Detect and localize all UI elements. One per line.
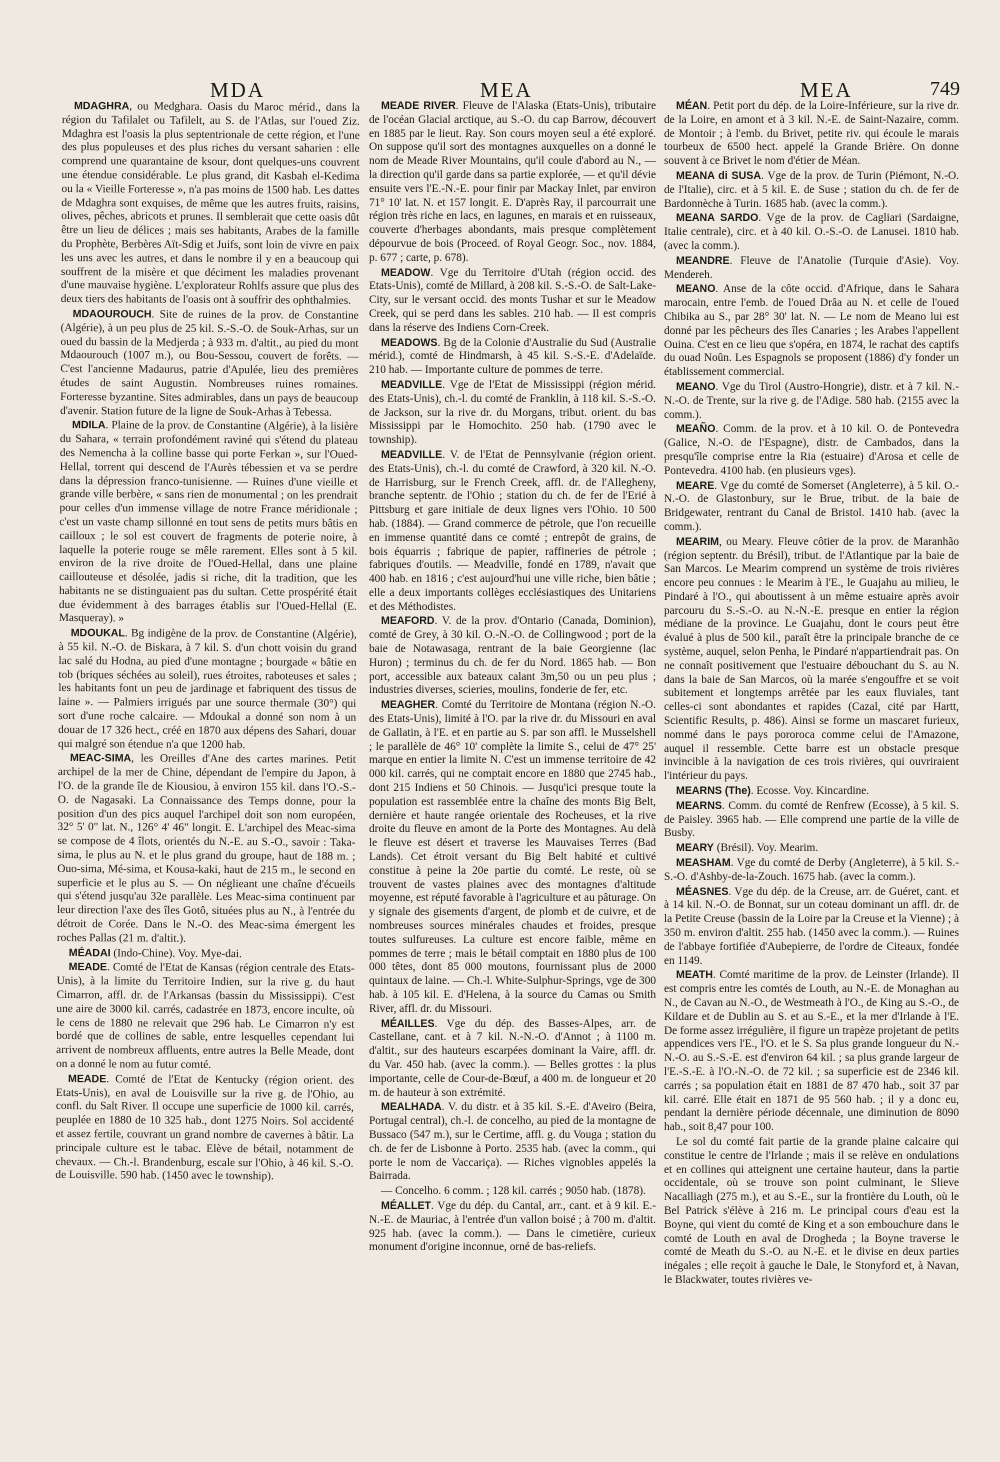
entry-text: . Vge du comté de Somerset (Angleterre), à 5 kil. O.-N.-O. de Glastonbury, sur le Brue, tribut. de la baie de Bridgewater, rentrant du Canal de Bristol. 1410 hab. (avec la comm.). <box>664 479 959 533</box>
entry-headword: MDAGHRA <box>73 100 130 113</box>
dictionary-entry <box>369 1101 656 1184</box>
dictionary-entry <box>369 449 656 615</box>
entry-headword: MÉAN <box>676 100 708 112</box>
entry-text: . Fleuve de l'Anatolie (Turquie d'Asie). Voy. Mendereh. <box>664 254 959 281</box>
entry-text: . V. du distr. et à 35 kil. S.-E. d'Aveiro (Beira, Portugal central), ch.-l. de concelho, au pied de la montagne de Bussaco (547 m.), sur le Certime, affl. g. du Vouga ; station du ch. de fer de Lisbonne à Porto. 2535 hab. (avec la comm., qui porte le nom de Vaccariça). — Riches vignobles appelés la Bairrada. <box>369 1101 656 1183</box>
entry-headword: MÉASNES <box>676 885 729 898</box>
entry-text: . Anse de la côte occid. d'Afrique, dans le Sahara marocain, entre l'emb. de l'oued Drâa au N. et celle de l'oued Chibika au S., par 28° 30' lat. N. — Le nom de Meano lui est donné par les pêcheurs des îles Canaries ; les Arabes l'appellent Ouina. C'est en ce lieu que s'opéra, en 1874, le rachat des captifs du ouad Noûn. Les Espagnols se proposent (1886) d'y fonder un établissement commercial. <box>664 283 959 379</box>
entry-headword: MEADE <box>68 961 108 974</box>
entry-text: . Site de ruines de la prov. de Constantine (Algérie), à un peu plus de 25 kil. S.-S.-O. de Souk-Arhas, sur un oued du bassin de la Medjerda ; à 933 m. d'altit., au pied du mont Mdaourouch (1007 m.), ou Bou-Sessou, couvert de forêts. — C'est l'ancienne Madaurus, patrie d'Apulée, lieu des premières études de saint Augustin. Nombreuses ruines romaines. Forteresse byzantine. Sites admirables, dans un pays de beaucoup d'avenir. Station future de la ligne de Souk-Arhas à Tebessa. <box>60 308 359 419</box>
entry-text: . Petit port du dép. de la Loire-Inférieure, sur la rive dr. de la Loire, en amont et à 3 kil. N.-E. de Saint-Nazaire, comm. de Montoir ; à l'emb. du Brivet, petite riv. qui écoule le marais tourbeux de 6500 hect. appelé la Grande Brière. On donne souvent à ce Brivet le nom d'étier de Méan. <box>664 100 959 168</box>
entry-text: . Comm. du comté de Renfrew (Ecosse), à 5 kil. S. de Paisley. 3965 hab. — Elle comprend une partie de la ville de Busby. <box>664 799 959 840</box>
dictionary-entry <box>369 1200 656 1255</box>
entry-headword: MEASHAM <box>676 857 731 870</box>
dictionary-entry <box>59 419 358 628</box>
entry-headword: MÉALLET <box>381 1199 432 1212</box>
entry-headword: MEADVILLE <box>381 378 443 391</box>
running-head-right: MEA <box>800 78 853 102</box>
dictionary-entry <box>664 536 959 784</box>
dictionary-entry <box>61 100 360 309</box>
page-number: 749 <box>930 78 960 100</box>
entry-text: . Vge du comté de Derby (Angleterre), à 5 kil. S.-S.-O. d'Ashby-de-la-Zouch. 1675 hab. (avec la comm.). <box>664 857 959 883</box>
entry-text: . Bg indigène de la prov. de Constantine (Algérie), à 55 kil. N.-O. de Biskara, à 7 kil. S. d'un chott voisin du grand lac salé du Hodna, au pied d'une montagne ; bourgade « bâtie en tob (briques séchées au soleil), rues étroites, raboteuses et sales ; les habitants font un peu de jardinage et fabriquent des tissus de laine ». — Palmiers irrigués par une source thermale (30°) qui sort d'une roche calcaire. — Mdoukal a donné son nom à un douar de 17 326 hect., créé en 1870 aux dépens des Sahari, douar qui malgré son étendue n'a que 1200 hab. <box>58 627 357 751</box>
dictionary-entry <box>664 886 959 969</box>
entry-text: . Vge du Tirol (Austro-Hongrie), distr. et à 7 kil. N.-N.-O. de Trente, sur la rive g. de l'Adige. 580 hab. (2155 avec la comm.). <box>664 380 959 421</box>
entry-headword: MEAFORD <box>381 615 435 628</box>
dictionary-entry <box>58 627 357 753</box>
entry-text: . Vge du dép. du Cantal, arr., cant. et à 9 kil. E.-N.-E. de Mauriac, à l'entrée d'un vallon boisé ; à 700 m. d'altit. 925 hab. (avec la comm.). — Dans le cimetière, curieux monument d'origine inconnue, orné de bas-reliefs. <box>369 1199 656 1254</box>
entry-headword: MEAGHER <box>381 699 436 712</box>
dictionary-entry <box>57 752 356 947</box>
dictionary-entry <box>369 379 656 448</box>
dictionary-entry <box>664 381 959 422</box>
entry-text: . Ecosse. Voy. Kincardine. <box>750 785 870 798</box>
entry-text: . Fleuve de l'Alaska (Etats-Unis), tributaire de l'océan Glacial arctique, au S.-O. du cap Barrow, découvert en 1885 par le lieut. Ray. Son cours moyen seul a été exploré. On suppose qu'il sort des montagnes auxquelles on a donné le nom de Meade River Mountains, qu'il coule d'abord au N., — la direction qu'il garde dans sa partie explorée, — et qu'il dévie ensuite vers l'E.-N.-E. pour finir par Mackay Inlet, par environ 71° 10' lat. N. et 157 longit. E. D'après Ray, il parcourrait une région très riche en lacs, en lagunes, en marais et en ruisseaux, couverte d'herbages abondants, mais presque complètement dépourvue de bois (Proceed. of Royal Geogr. Soc., nov. 1884, p. 677 ; carte, p. 678). <box>369 100 657 264</box>
entry-text: . Comm. de la prov. et à 10 kil. O. de Pontevedra (Galice, N.-O. de l'Espagne), distr. de Cambados, dans la presqu'île comprise entre la Ria (estuaire) d'Arosa et celle de Pontevedra. 4100 hab. (en plusieurs vges). <box>664 423 959 477</box>
dictionary-entry <box>664 212 959 253</box>
entry-text: . Vge du Territoire d'Utah (région occid. des Etats-Unis), comté de Millard, à 208 kil. S.-S.-O. de Salt-Lake-City, sur le versant occid. des monts Tushar et sur le Meadow Creek, qui se perd dans les sables. 210 hab. — Il est compris dans la réserve des Indiens Corn-Creek. <box>369 266 656 334</box>
entry-text: . V. de la prov. d'Ontario (Canada, Dominion), comté de Grey, à 30 kil. O.-N.-O. de Collingwood ; port de la baie de Notawasaga, rentrant de la baie Georgienne (lac Huron) ; terminus du ch. de fer du Nord. 1865 hab. — Bon port, accessible aux bateaux calant 3m,50 ou un peu plus ; industries diverses, scieries, moulins, fonderie de fer, etc. <box>369 615 656 697</box>
column-3 <box>664 100 959 1289</box>
entry-text: (Indo-Chine). Voy. Mye-dai. <box>110 946 242 960</box>
running-head-left: MDA <box>210 78 266 102</box>
entry-text: . V. de l'Etat de Pennsylvanie (région orient. des Etats-Unis), ch.-l. du comté de Crawford, à 320 kil. N.-O. de Harrisburg, sur le French Creek, affl. dr. de l'Allegheny, branche septentr. de l'Ohio ; station du ch. de fer de l'Erié à Pittsburg et gare initiale de deux lignes vers l'Ohio. 10 500 hab. (1884). — Grand commerce de pétrole, que l'on recueille en immense quantité dans ce comté ; entrepôt de grains, de bois équarris ; fabrique de papier, raffineries de pétrole ; fabriques d'outils. — Meadville, fondé en 1789, n'avait que 400 hab. en 1816 ; c'est aujourd'hui une ville riche, bien bâtie ; elle a deux importants collèges ecclésiastiques des Unitariens et des Méthodistes. <box>369 448 656 613</box>
entry-headword: MEATH <box>676 969 713 982</box>
dictionary-entry <box>664 1136 959 1288</box>
dictionary-entry <box>57 947 355 963</box>
entry-headword: MEARNS <box>676 799 722 812</box>
dictionary-entry <box>664 785 959 799</box>
entry-headword: MDOUKAL <box>70 627 125 640</box>
entry-headword: MEARIM <box>676 535 719 548</box>
dictionary-entry <box>56 961 355 1073</box>
running-head-center: MEA <box>480 78 533 102</box>
entry-headword: MDILA <box>71 419 106 432</box>
dictionary-entry <box>664 255 959 283</box>
entry-text: (Brésil). Voy. Mearim. <box>713 842 819 855</box>
column-1 <box>55 100 360 1186</box>
column-2 <box>369 100 656 1256</box>
entry-headword: MEARE <box>676 479 715 492</box>
entry-headword: MEADOWS <box>381 336 438 349</box>
dictionary-entry <box>369 615 656 698</box>
entry-headword: MEANA SARDO <box>676 212 759 225</box>
dictionary-entry <box>664 100 959 169</box>
entry-headword: MEALHADA <box>381 1101 442 1114</box>
entry-headword: MEARY <box>676 842 714 855</box>
entry-text: . Comté de l'Etat de Kentucky (région orient. des Etats-Unis), en aval de Louisville sur la rive g. de l'Ohio, au confl. du Salt River. Il occupe une superficie de 1000 kil. carrés, peuplée en 1880 de 10 325 hab., dont 1275 Noirs. Sol accidenté et assez fertile, couvrant un grand nombre de cavernes à bâtir. La principale culture est le tabac. Elève de bétail, notamment de chevaux. — Ch.-l. Brandenburg, escale sur l'Ohio, à 46 kil. S.-O. de Louisville. 590 hab. (1450 avec le township). <box>55 1073 355 1183</box>
entry-text: , ou Medghara. Oasis du Maroc mérid., dans la région du Tafilalet ou Tafilelt, au S. de l'Atlas, sur l'oued Ziz. Mdaghra est l'oasis la plus septentrionale de cette région, et l'une des plus populeuses et des plus riches du versant saharien : elle comprend une quarantaine de ksour, dont quelques-uns couvrent une étendue considérable. Le plus grand, dit Kasbah el-Kedima ou la « Vieille Forteresse », n'a pas moins de 1500 hab. Les dattes de Mdaghra sont exquises, de même que les autres fruits, raisins, olives, pêches, abricots et prunes. Il semblerait que cette oasis dût être un lieu de délices ; mais ses habitants, Arabes de la famille du Prophète, Berbères Aït-Sdig et Juifs, sont loin de vivre en paix les uns avec les autres, et dans le nombre il y en a beaucoup qui souffrent de la misère et que déciment les maladies provenant d'une mauvaise hygiène. L'explorateur Rohlfs assure que plus des deux tiers des habitants de l'oasis ont à souffrir des ophthalmies. <box>60 100 360 307</box>
entry-text: . Comté du Territoire de Montana (région N.-O. des Etats-Unis), limité à l'O. par la rive dr. du Missouri en aval de Gallatin, à l'E. et en partie au S. par son affl. le Musselshell ; le parallèle de 46° 10' complète la limite S., celui de 47° 25' marque en entier la limite N. C'est un immense territoire de 42 000 kil. carrés, qui ne comptait encore en 1880 que 2745 hab., dont 215 Indiens et 50 Chinois. — Jusqu'ici presque toute la population est rassemblée entre la chaîne des monts Big Belt, dernière et haute rangée orientale des Rocheuses, et la rive droite du fleuve en amont de la Porte des Montagnes. Au delà le fleuve est désert et traverse les Mauvaises Terres (Bad Lands). Cet étroit versant du Big Belt habité et cultivé constitue à peine la 20e partie du comté. Le reste, où se trouvent de vastes plaines avec des montagnes d'altitude moyenne, est réputé favorable à l'agriculture et au pâturage. On y signale des gisements d'argent, de plomb et de cuivre, et de nombreuses sources minérales chaudes et froides, presque toutes sulfureuses. La culture est encore faible, même en pommes de terre ; mais le bétail comptait en 1880 plus de 100 000 têtes, dont 85 000 moutons, fournissant plus de 2000 quintaux de laine. — Ch.-l. White-Sulphur-Springs, vge de 300 hab. à 105 kil. E. d'Helena, à la source du Camas ou Smith River, affl. dr. du Missouri. <box>369 699 656 1015</box>
entry-text: , les Oreilles d'Ane des cartes marines. Petit archipel de la mer de Chine, dépendant de l'empire du Japon, à l'O. de la grande île de Kiousiou, à environ 155 kil. dans l'O.-S.-O. de Nagasaki. La Connaissance des Temps donne, pour la position d'un des pics auquel l'archipel doit son nom européen, 32° 5' 0" lat. N., 126° 4' 46" longit. E. L'archipel des Meac-sima se compose de 4 îlots, orientés du N.-E. au S.-O., savoir : Taka-sima, le plus au N. et le plus grand du groupe, haut de 188 m. ; Ouo-sima, Mé-sima, et Kousa-kaki, haut de 215 m., le second en superficie et le plus au S. — On néglieant une chaîne d'écueils qui s'étend jusqu'au 32e parallèle. Les Meac-sima continuent par leur direction l'axe des îles Gotô, situées plus au N., à l'entrée du détroit de Corée. Dans le N.-O. des Meac-sima émergent les roches Pallas (21 m. d'altit.). <box>56 752 357 945</box>
entry-headword: MEANO <box>676 283 716 296</box>
dictionary-entry <box>369 1185 656 1199</box>
entry-text: , ou Meary. Fleuve côtier de la prov. de Maranhão (région septentr. du Brésil), tribut. de l'Atlantique par la baie de San Marcos. Le Mearim comprend un système de trois rivières encore peu connues : le Mearim à l'E., le Guajahu au milieu, le Pindaré à l'O., qui aboutissent à un même estuaire après avoir parcouru du S.-S.-O. au N.-N.-E. presque en entier la région médiane de la province. Le Guajahu, dont le cours peut être évalué à plus de 500 kil., paraît être la principale branche de ce système, auquel, selon Penha, le Pindaré n'appartiendrait pas. On ne connaît positivement que l'estuaire débouchant du S. au N. dans la baie de San Marcos, où la marée s'engouffre et se voit subitement et longtemps arrêtée par les eaux fluviales, tant celles-ci sont abondantes et rapides (Cazal, cité par Hartt, Scientific Results, p. 486). Ainsi se forme un mascaret furieux, nommé dans le pays pororoca comme celui de l'Amazone, auquel il ressemble. Cette barre est un obstacle presque invincible à la navigation de ces trois rivières, qui ouvriraient l'intérieur du pays. <box>664 535 959 783</box>
entry-headword: MEADE RIVER <box>381 100 456 112</box>
dictionary-entry <box>55 1073 354 1185</box>
dictionary-entry <box>664 800 959 841</box>
entry-text: — Concelho. 6 comm. ; 128 kil. carrés ; 9050 hab. (1878). <box>381 1185 646 1198</box>
entry-text: . Comté de l'Etat de Kansas (région centrale des Etats-Unis), à la limite du Territoire Indien, sur la rive g. du haut Cimarron, affl. dr. de l'Arkansas (bassin du Mississippi). C'est une aire de 3000 kil. carrés, cadastrée en 1873, encore inculte, où le cens de 1880 ne relevait que 296 hab. Le Cimarron n'y est bordé que de collines de sable, entre lesquelles cependant lui arrivent de nombreux affluents, entre autres la Belle Meade, dont on a donné le nom au futur comté. <box>56 961 355 1071</box>
dictionary-entry <box>369 100 656 266</box>
entry-headword: MEARNS (The) <box>676 785 751 798</box>
entry-text: . Vge du dép. des Basses-Alpes, arr. de Castellane, cant. et à 7 kil. N.-N.-O. d'Annot ; à 1100 m. d'altit., sur des hauteurs escarpées dominant la Vaire, affl. dr. du Var. 450 hab. (avec la comm.). — Belles grottes : la plus importante, celle de Cour-de-Bœuf, a 400 m. de longueur et 20 m. de hauteur à son extrémité. <box>369 1017 656 1099</box>
entry-headword: MEADVILLE <box>381 448 443 461</box>
dictionary-entry <box>664 170 959 211</box>
entry-text: . Vge de la prov. de Cagliari (Sardaigne, Italie centrale), circ. et à 40 kil. O.-S.-O. de Lanusei. 1810 hab. (avec la comm.). <box>664 212 959 252</box>
dictionary-entry <box>664 969 959 1135</box>
dictionary-entry <box>369 267 656 336</box>
dictionary-entry <box>664 283 959 380</box>
entry-text: . Bg de la Colonie d'Australie du Sud (Australie mérid.), comté de Hindmarsh, à 45 kil. S.-S.-E. d'Adelaïde. 210 hab. — Importante culture de pommes de terre. <box>369 336 656 377</box>
entry-headword: MEAÑO <box>676 423 716 436</box>
entry-headword: MÉADAI <box>68 946 111 959</box>
entry-headword: MEAC-SIMA <box>69 752 132 765</box>
entry-headword: MÉAILLES <box>381 1017 435 1030</box>
dictionary-entry <box>664 842 959 856</box>
entry-headword: MEANDRE <box>676 254 730 267</box>
entry-headword: MEADOW <box>381 266 431 279</box>
dictionary-entry <box>369 1018 656 1101</box>
entry-text: Le sol du comté fait partie de la grande plaine calcaire qui constitue le centre de l'Irlande ; mais il se relève en ondulations et en collines qui atteignent une certaine hauteur, dans la partie occidentale, où se trouve son point culminant, le Slieve Nacalliagh (275 m.), et au S.-E., sur la frontière du Louth, où le Bel Patrick s'élève à 216 m. Le principal cours d'eau est la Boyne, qui vient du comté de King et a son embouchure dans le comté de Louth en aval de Drogheda ; la Boyne traverse le comté de Meath du S.-O. au N.-E. et le divise en deux parties inégales ; elle reçoit à gauche le Dale, le Stonyford et, à Navan, le Blackwater, toutes rivières ve- <box>664 1135 959 1286</box>
entry-headword: MEANO <box>676 380 716 393</box>
dictionary-entry <box>60 308 359 420</box>
dictionary-entry <box>664 857 959 885</box>
entry-text: . Vge de l'Etat de Mississippi (région mérid. des Etats-Unis), ch.-l. du comté de Franklin, à 118 kil. S.-S.-O. de Jackson, sur la rive dr. du Morgans, tribut. orient. du bas Mississippi par le Homochito. 250 hab. (1790 avec le township). <box>369 378 656 447</box>
entry-headword: MDAOUROUCH <box>72 308 152 321</box>
dictionary-entry <box>664 423 959 478</box>
entry-text: . Vge du dép. de la Creuse, arr. de Guéret, cant. et à 14 kil. N.-O. de Bonnat, sur un coteau dominant un affl. dr. de la Petite Creuse (bassin de la Loire par la Creuse et la Vienne) ; à 350 m. environ d'altit. 255 hab. (1450 avec la comm.). — Ruines de l'abbaye fortifiée d'Aubepierre, de l'ordre de Citeaux, fondée en 1149. <box>664 885 959 967</box>
dictionary-entry <box>369 699 656 1016</box>
entry-text: . Vge de la prov. de Turin (Piémont, N.-O. de l'Italie), circ. et à 5 kil. E. de Suse ; station du ch. de fer de Bardonnèche à Turin. 1685 hab. (avec la comm.). <box>664 169 960 210</box>
entry-text: . Plaine de la prov. de Constantine (Algérie), à la lisière du Sahara, « terrain profondément raviné qui s'étend du plateau des Nemencha à la colline basse qui porte Ferkan », sur l'Oued-Hellal, torrent qui descend de l'Aurès tébessien et va se perdre dans la dépression franco-tunisienne. — Ruines d'une vieille et grande ville berbère, « sans rien de monumental ; on les prendrait pour celles d'un immense village de notre France méridionale ; c'est un vaste champ sillonné en tout sens de petits murs bâtis en cailloux ; le sol est couvert de fragments de poterie noire, à laquelle la poterie rouge se mêle rarement. Elles sont à 5 kil. environ de la rive droite de l'Oued-Hellal, dans une plaine caillouteuse et désolée, jadis si riche, dit la tradition, que les habitants ne se distinguaient pas du sultan. Cette prospérité était due évidemment à des barrages établis sur l'Oued-Hellal (E. Masqueray). » <box>58 419 359 625</box>
entry-text: . Comté maritime de la prov. de Leinster (Irlande). Il est compris entre les comtés de Louth, au N.-E. de Monaghan au N., de Cavan au N.-O., de Westmeath à l'O., de King au S.-O., de Kildare et de Dublin au S. et au S.-E., et la mer d'Irlande à l'E. De forme assez irrégulière, il figure un trapèze projetant de petits appendices vers l'E., l'O. et le S. Sa plus grande longueur du N.-N.-O. au S.-S.-E. est d'environ 64 kil. ; sa plus grande largeur de l'E.-S.-E. à l'O.-N.-O. de 72 kil. ; sa superficie est de 2346 kil. carrés ; sa population était en 1881 de 87 470 hab., soit 37 par kil. carré. Elle était en 1871 de 95 560 hab. ; il y a donc eu, pendant la dernière période décennale, une diminution de 8090 hab., soit 8,47 pour 100. <box>664 969 959 1134</box>
entry-headword: MEADE <box>67 1072 107 1086</box>
dictionary-entry <box>664 480 959 535</box>
entry-headword: MEANA di SUSA <box>676 169 761 182</box>
dictionary-entry <box>369 337 656 378</box>
